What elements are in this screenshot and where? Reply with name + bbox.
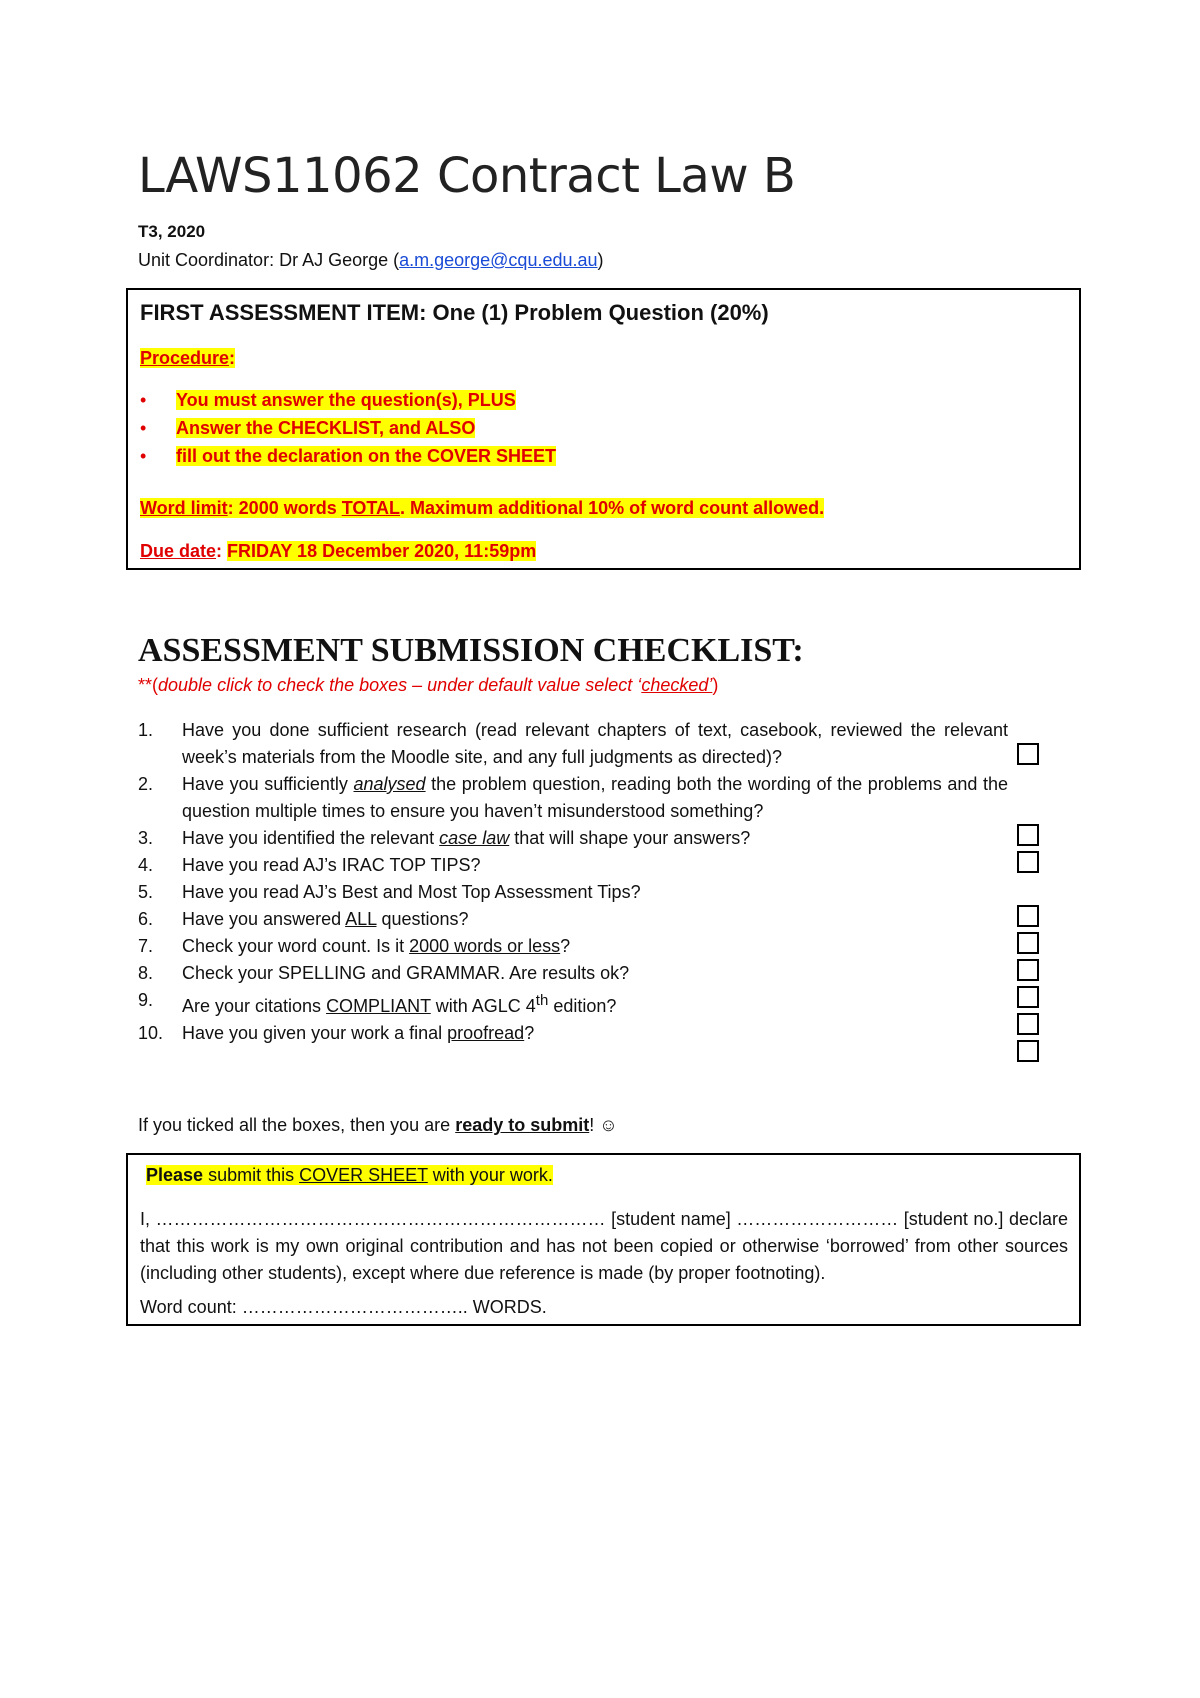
checklist-note: [138, 675, 718, 696]
item-underlined: proofread: [447, 1023, 525, 1043]
item-text: Have you read AJ’s IRAC TOP TIPS?: [182, 855, 481, 875]
cover-sheet-instruction: [146, 1165, 553, 1186]
checklist-list: [138, 717, 1008, 1047]
procedure-item-text: Answer the CHECKLIST, and ALSO: [176, 418, 476, 438]
checkbox-7[interactable]: [1017, 986, 1039, 1008]
bullet-icon: •: [140, 446, 147, 466]
ready-line: [138, 1115, 618, 1136]
item-text-post: edition?: [548, 996, 617, 1016]
page-title: LAWS11062 Contract Law B: [138, 148, 796, 204]
please-label: Please: [146, 1165, 204, 1185]
item-number: 10.: [138, 1023, 164, 1043]
word-limit-text-b: . Maximum additional 10% of word count allowed.: [400, 498, 825, 518]
item-text: Have you sufficiently: [182, 774, 354, 794]
checklist-item: [138, 825, 1008, 852]
item-emphasis: case law: [439, 828, 510, 848]
checklist-item: [138, 771, 1008, 825]
procedure-item: [140, 446, 556, 474]
word-limit-text-a: : 2000 words: [227, 498, 342, 518]
checklist-note-checked: checked’: [641, 675, 713, 695]
assessment-item-box: [126, 288, 1081, 570]
checklist-note-stars: **(: [138, 675, 159, 695]
item-number: 5.: [138, 882, 154, 902]
item-number: 3.: [138, 828, 154, 848]
submit-text-b: with your work.: [427, 1165, 553, 1185]
word-limit-line: [140, 498, 824, 519]
item-text-post: the problem question, reading both the wording of the problems and the question multiple times to ensure you haven’t misunderstood something?: [182, 774, 1008, 821]
due-date-line: [140, 541, 536, 562]
checklist-heading: ASSESSMENT SUBMISSION CHECKLIST:: [138, 632, 804, 669]
bullet-icon: •: [140, 390, 147, 410]
checkbox-6[interactable]: [1017, 959, 1039, 981]
checkbox-1[interactable]: [1017, 743, 1039, 765]
item-underlined: 2000 words or less: [409, 936, 561, 956]
word-limit-total: TOTAL: [341, 498, 401, 518]
checkbox-8[interactable]: [1017, 1013, 1039, 1035]
item-text: Have you read AJ’s Best and Most Top Assessment Tips?: [182, 882, 641, 902]
checklist-note-text: double click to check the boxes – under default value select ‘: [158, 675, 642, 695]
submit-cover-sheet: COVER SHEET: [299, 1165, 428, 1185]
checkbox-4[interactable]: [1017, 905, 1039, 927]
item-text: Have you done sufficient research (read relevant chapters of text, casebook, reviewed the relevant week’s materials from the Moodle site, and any full judgments as directed)?: [182, 720, 1008, 767]
item-text: Have you given your work a final: [182, 1023, 448, 1043]
term-label: T3, 2020: [138, 222, 206, 241]
checklist-item: [138, 987, 1008, 1020]
cover-sheet-box: [126, 1153, 1081, 1326]
due-date-colon: :: [216, 541, 228, 561]
coordinator-line: [138, 250, 604, 271]
item-number: 1.: [138, 720, 154, 740]
item-text: Check your word count. Is it: [182, 936, 410, 956]
checklist-item: [138, 852, 1008, 879]
item-text: Have you identified the relevant: [182, 828, 440, 848]
word-limit-label: Word limit: [140, 498, 228, 518]
checklist-item: [138, 1020, 1008, 1047]
submit-text-a: submit this: [203, 1165, 300, 1185]
item-number: 9.: [138, 990, 154, 1010]
item-text-post: ?: [524, 1023, 535, 1043]
item-number: 4.: [138, 855, 154, 875]
item-text-mid: with AGLC 4: [430, 996, 536, 1016]
item-superscript: th: [535, 992, 549, 1009]
due-date-value: FRIDAY 18 December 2020, 11:59pm: [227, 541, 537, 561]
checkbox-9[interactable]: [1017, 1040, 1039, 1062]
item-number: 8.: [138, 963, 154, 983]
procedure-item-text: fill out the declaration on the COVER SHEET: [176, 446, 557, 466]
checklist-item: [138, 717, 1008, 771]
item-text: Check your SPELLING and GRAMMAR. Are results ok?: [182, 963, 630, 983]
item-number: 2.: [138, 774, 154, 794]
item-text-post: that will shape your answers?: [509, 828, 751, 848]
procedure-item-text: You must answer the question(s), PLUS: [176, 390, 516, 410]
due-date-label: Due date: [140, 541, 217, 561]
bullet-icon: •: [140, 418, 147, 438]
procedure-colon: :: [229, 348, 236, 368]
item-text: Are your citations: [182, 996, 327, 1016]
procedure-label-text: Procedure: [140, 348, 230, 368]
checkbox-3[interactable]: [1017, 851, 1039, 873]
word-count-line: Word count: ……………………………….. WORDS.: [140, 1297, 547, 1317]
ready-post: ! ☺: [589, 1115, 618, 1135]
ready-bold: ready to submit: [455, 1115, 590, 1135]
assessment-heading: FIRST ASSESSMENT ITEM: One (1) Problem Question (20%): [140, 300, 769, 325]
checklist-item: [138, 933, 1008, 960]
procedure-item: [140, 390, 556, 418]
procedure-label: [140, 348, 235, 369]
item-emphasis: analysed: [353, 774, 426, 794]
procedure-item: [140, 418, 556, 446]
checklist-item: [138, 906, 1008, 933]
item-number: 7.: [138, 936, 154, 956]
item-underlined: ALL: [345, 909, 377, 929]
checkbox-5[interactable]: [1017, 932, 1039, 954]
item-text-post: ?: [560, 936, 571, 956]
item-underlined: COMPLIANT: [326, 996, 431, 1016]
checklist-item: [138, 879, 1008, 906]
procedure-list: [140, 390, 556, 474]
item-text-post: questions?: [376, 909, 469, 929]
item-text: Have you answered: [182, 909, 346, 929]
item-number: 6.: [138, 909, 154, 929]
coordinator-prefix: Unit Coordinator: Dr AJ George (: [138, 250, 400, 270]
checklist-item: [138, 960, 1008, 987]
checklist-note-close: ): [712, 675, 719, 695]
coordinator-suffix: ): [597, 250, 604, 270]
checkbox-2[interactable]: [1017, 824, 1039, 846]
declaration-text: I, ………………………………………………………………… [student name] ……………………… [student no.] declare that this work is my own original contribution and has not been copied or otherwise ‘borrowed’ from other sources (including other students), except where due reference is made (by proper footnoting).: [140, 1209, 1068, 1283]
coordinator-email-link[interactable]: a.m.george@cqu.edu.au: [399, 250, 598, 270]
ready-text: If you ticked all the boxes, then you are: [138, 1115, 456, 1135]
